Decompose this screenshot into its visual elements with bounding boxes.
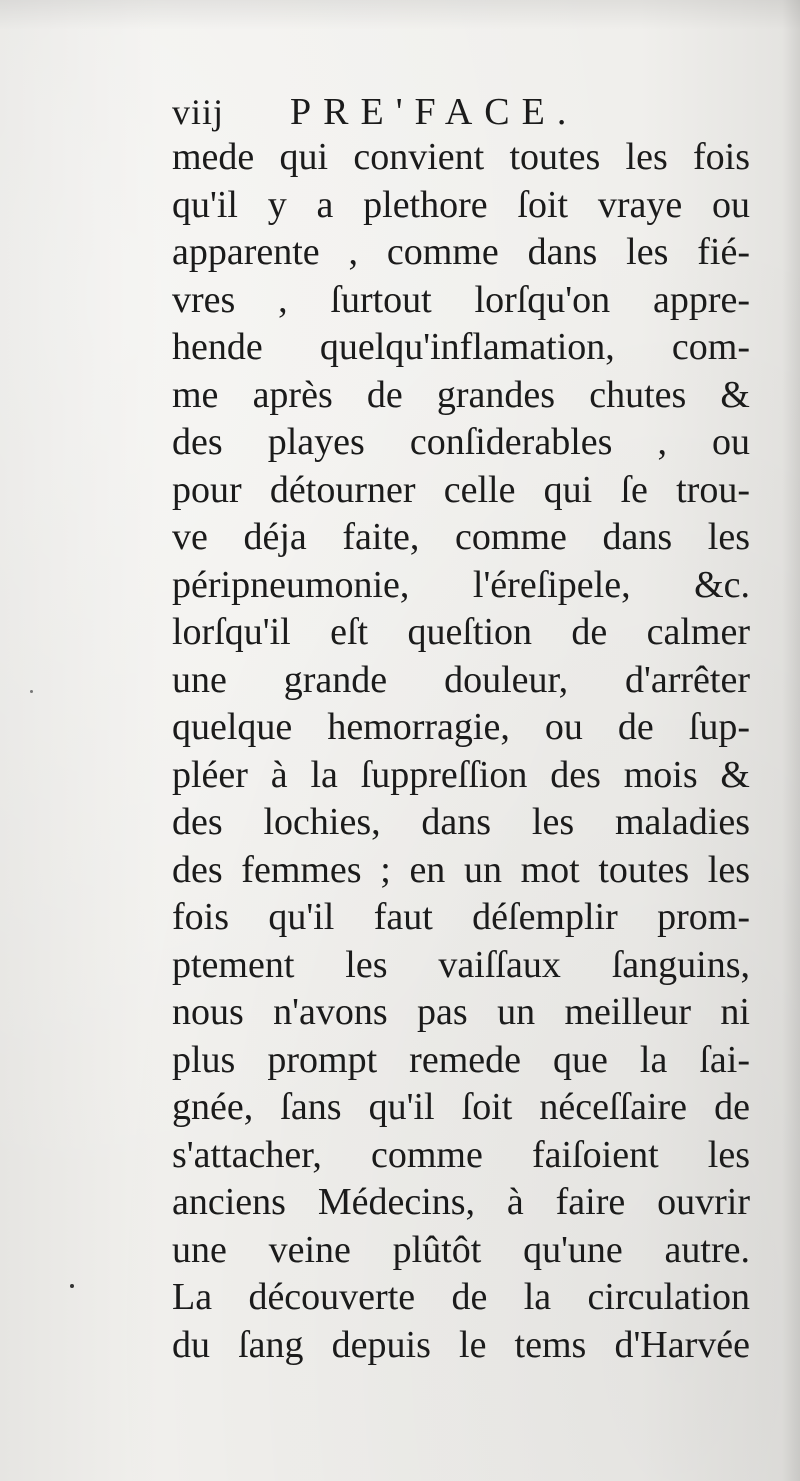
text-line: des femmes ; en un mot toutes les	[172, 848, 750, 891]
page-header	[172, 86, 752, 138]
text-line: ve déja faite, comme dans les	[172, 516, 750, 558]
page-top-shadow	[0, 0, 800, 30]
ink-speck	[30, 690, 33, 693]
text-line: ptement les vaiſſaux ſanguins,	[172, 943, 750, 986]
text-line: des lochies, dans les maladies	[172, 801, 750, 843]
text-line: plus prompt remede que la ſai-	[172, 1038, 750, 1081]
text-line: pour détourner celle qui ſe trou-	[172, 468, 750, 511]
text-line: s'attacher, comme faiſoient les	[172, 1133, 750, 1176]
text-line: quelque hemorragie, ou de ſup-	[172, 706, 750, 748]
text-line: pléer à la ſuppreſſion des mois &	[172, 753, 750, 796]
text-line: mede qui convient toutes les fois	[172, 136, 750, 178]
text-line: une grande douleur, d'arrêter	[172, 658, 750, 701]
text-line: une veine plûtôt qu'une autre.	[172, 1228, 750, 1271]
text-line: hende quelqu'inflamation, com-	[172, 326, 750, 368]
text-line: du ſang depuis le tems d'Harvée	[172, 1323, 750, 1366]
text-line: apparente , comme dans les fié-	[172, 231, 750, 273]
text-line: nous n'avons pas un meilleur ni	[172, 991, 750, 1033]
text-line: anciens Médecins, à faire ouvrir	[172, 1181, 750, 1223]
text-line: La découverte de la circulation	[172, 1276, 750, 1318]
text-line: péripneumonie, l'éreſipele, &c.	[172, 563, 750, 606]
text-line: lorſqu'il eſt queſtion de calmer	[172, 611, 750, 653]
text-line: gnée, ſans qu'il ſoit néceſſaire de	[172, 1086, 750, 1128]
body-text	[172, 134, 750, 1369]
text-line: vres , ſurtout lorſqu'on appre-	[172, 278, 750, 321]
page-number: viij	[172, 92, 225, 132]
text-line: qu'il y a plethore ſoit vraye ou	[172, 183, 750, 226]
page-edge-shadow	[782, 0, 800, 1481]
text-line: me après de grandes chutes &	[172, 373, 750, 416]
running-title: PRE'FACE.	[290, 91, 579, 133]
ink-speck	[70, 1284, 74, 1288]
text-line: fois qu'il faut déſemplir prom-	[172, 896, 750, 938]
text-line: des playes conſiderables , ou	[172, 421, 750, 463]
